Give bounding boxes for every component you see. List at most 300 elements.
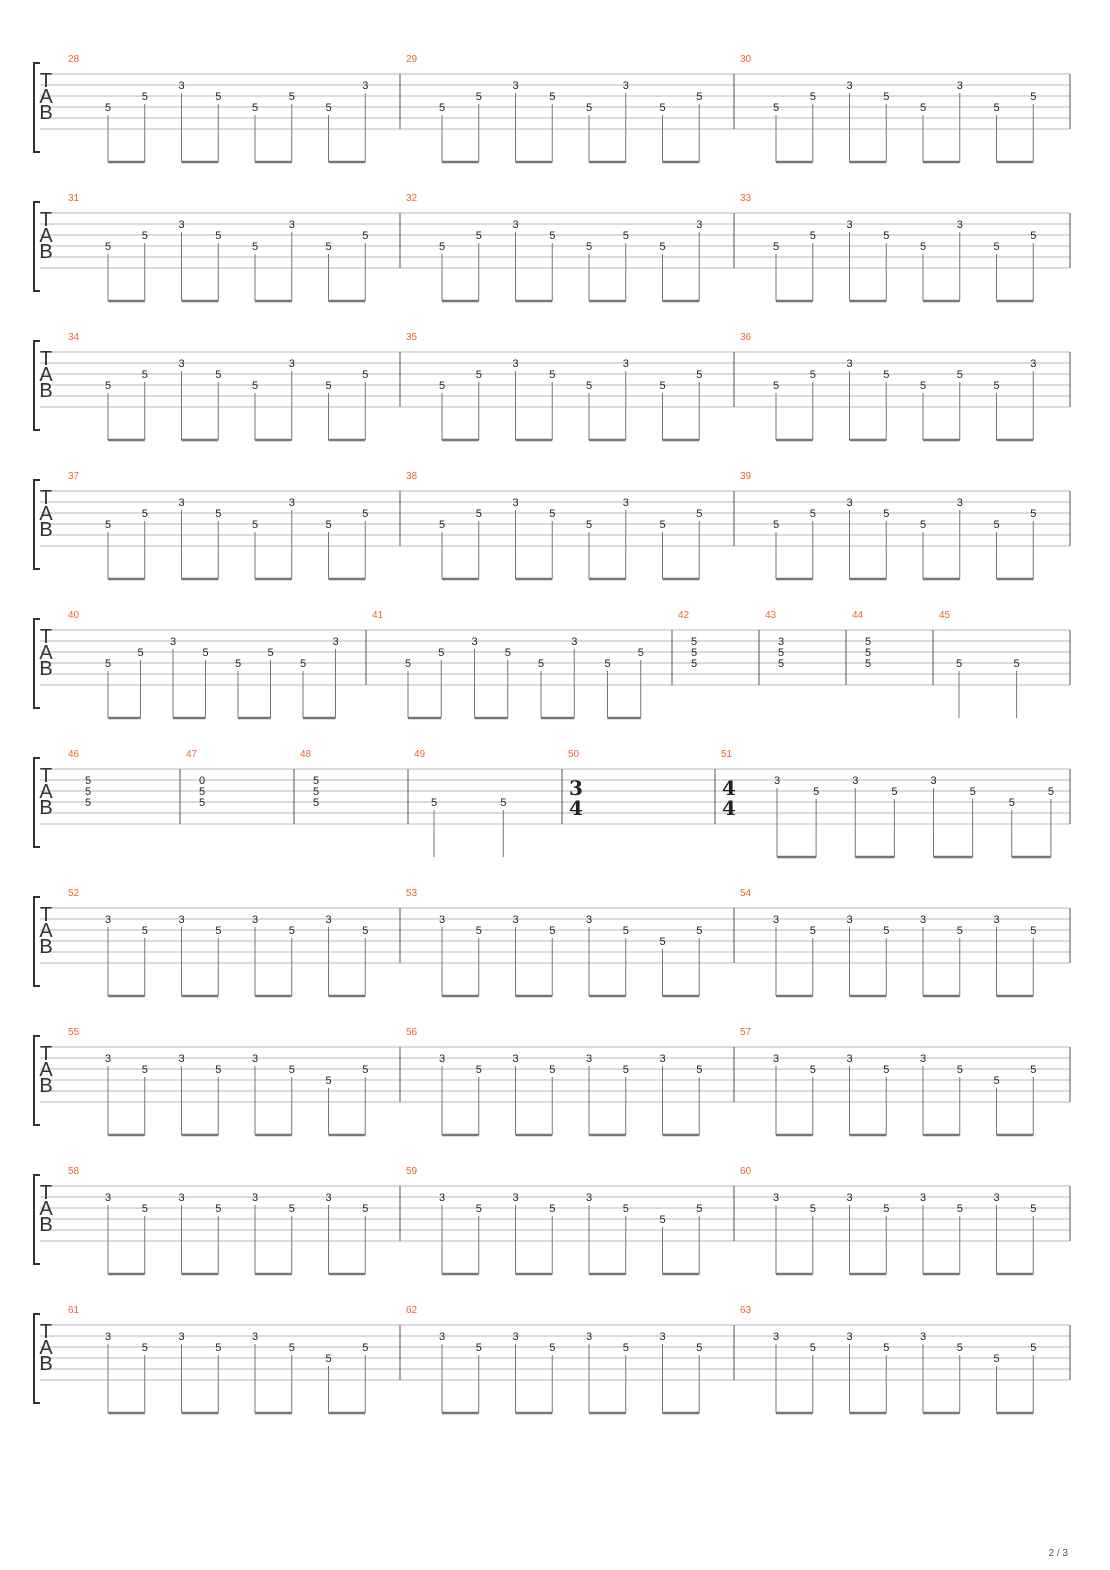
fret-number: 3 bbox=[659, 1053, 666, 1065]
fret-number: 3 bbox=[178, 80, 185, 92]
tab-clef-letter: B bbox=[39, 1353, 53, 1375]
fret-number: 5 bbox=[777, 658, 785, 670]
measure bbox=[408, 749, 506, 857]
fret-number: 3 bbox=[659, 1331, 666, 1343]
fret-number: 5 bbox=[141, 369, 148, 381]
fret-number: 5 bbox=[198, 797, 206, 809]
measure-number: 35 bbox=[406, 332, 418, 343]
fret-number: 5 bbox=[993, 1075, 1000, 1087]
fret-number: 5 bbox=[809, 1064, 816, 1076]
measure bbox=[68, 1027, 368, 1135]
measure bbox=[734, 193, 1036, 301]
tab-clef-letter: T bbox=[39, 487, 53, 509]
fret-number: 5 bbox=[622, 1064, 629, 1076]
measure-number: 36 bbox=[740, 332, 752, 343]
measure-number: 49 bbox=[414, 749, 426, 760]
fret-number: 3 bbox=[288, 358, 295, 370]
fret-number: 5 bbox=[438, 102, 446, 114]
measure-number: 55 bbox=[68, 1027, 80, 1038]
tab-clef-letter: A bbox=[39, 781, 53, 803]
fret-number: 3 bbox=[585, 914, 593, 926]
fret-number: 3 bbox=[696, 219, 703, 231]
fret-number: 5 bbox=[696, 925, 703, 937]
measure-number: 32 bbox=[406, 193, 418, 204]
fret-number: 5 bbox=[1030, 1203, 1037, 1215]
tab-system bbox=[34, 1166, 1070, 1274]
fret-number: 5 bbox=[325, 102, 332, 114]
fret-number: 3 bbox=[512, 1331, 519, 1343]
measure-number: 57 bbox=[740, 1027, 752, 1038]
fret-number: 3 bbox=[178, 497, 185, 509]
measure-number: 62 bbox=[406, 1305, 418, 1316]
fret-number: 5 bbox=[883, 508, 890, 520]
fret-number: 5 bbox=[864, 658, 872, 670]
fret-number: 3 bbox=[772, 1192, 780, 1204]
fret-number: 5 bbox=[137, 647, 144, 659]
fret-number: 5 bbox=[215, 369, 222, 381]
measure-number: 37 bbox=[68, 471, 80, 482]
measure-number: 56 bbox=[406, 1027, 418, 1038]
fret-number: 3 bbox=[956, 219, 963, 231]
fret-number: 5 bbox=[84, 786, 92, 798]
fret-number: 3 bbox=[104, 1331, 112, 1343]
fret-number: 5 bbox=[475, 508, 482, 520]
fret-number: 5 bbox=[251, 241, 259, 253]
tab-clef-letter: T bbox=[39, 70, 53, 92]
fret-number: 5 bbox=[430, 797, 438, 809]
fret-number: 5 bbox=[777, 647, 785, 659]
fret-number: 5 bbox=[475, 925, 482, 937]
tab-clef-letter: A bbox=[39, 225, 53, 247]
fret-number: 3 bbox=[512, 80, 519, 92]
fret-number: 5 bbox=[659, 102, 666, 114]
fret-number: 5 bbox=[215, 1203, 222, 1215]
tab-clef-letter: A bbox=[39, 503, 53, 525]
fret-number: 5 bbox=[251, 519, 259, 531]
fret-number: 3 bbox=[178, 1192, 185, 1204]
fret-number: 5 bbox=[549, 925, 556, 937]
fret-number: 5 bbox=[438, 380, 446, 392]
fret-number: 3 bbox=[512, 1053, 519, 1065]
fret-number: 5 bbox=[809, 1342, 816, 1354]
tab-clef-letter: T bbox=[39, 904, 53, 926]
fret-number: 3 bbox=[104, 1192, 112, 1204]
tab-system bbox=[34, 193, 1070, 301]
fret-number: 5 bbox=[234, 658, 242, 670]
fret-number: 3 bbox=[288, 219, 295, 231]
fret-number: 5 bbox=[585, 241, 593, 253]
fret-number: 5 bbox=[288, 1064, 295, 1076]
measure-number: 29 bbox=[406, 54, 418, 65]
fret-number: 5 bbox=[919, 241, 927, 253]
fret-number: 3 bbox=[846, 497, 853, 509]
fret-number: 5 bbox=[956, 1203, 963, 1215]
measure-number: 46 bbox=[68, 749, 80, 760]
fret-number: 5 bbox=[696, 508, 703, 520]
measure-number: 60 bbox=[740, 1166, 752, 1177]
fret-number: 5 bbox=[659, 241, 666, 253]
fret-number: 5 bbox=[475, 1203, 482, 1215]
measure bbox=[715, 749, 1054, 857]
fret-number: 5 bbox=[690, 658, 698, 670]
fret-number: 5 bbox=[251, 380, 259, 392]
fret-number: 3 bbox=[772, 914, 780, 926]
fret-number: 5 bbox=[438, 519, 446, 531]
fret-number: 5 bbox=[215, 91, 222, 103]
measure-number: 31 bbox=[68, 193, 80, 204]
fret-number: 5 bbox=[1030, 508, 1037, 520]
measure-number: 45 bbox=[939, 610, 951, 621]
fret-number: 5 bbox=[696, 1342, 703, 1354]
fret-number: 5 bbox=[604, 658, 611, 670]
measure bbox=[400, 1027, 702, 1135]
fret-number: 5 bbox=[299, 658, 307, 670]
fret-number: 5 bbox=[141, 1064, 148, 1076]
fret-number: 3 bbox=[178, 914, 185, 926]
measure-number: 50 bbox=[568, 749, 580, 760]
measure bbox=[68, 332, 368, 440]
fret-number: 5 bbox=[690, 647, 698, 659]
fret-number: 3 bbox=[178, 358, 185, 370]
fret-number: 3 bbox=[846, 1053, 853, 1065]
tab-clef-letter: B bbox=[39, 936, 53, 958]
fret-number: 5 bbox=[772, 380, 780, 392]
fret-number: 5 bbox=[215, 508, 222, 520]
fret-number: 3 bbox=[325, 914, 332, 926]
fret-number: 3 bbox=[919, 1192, 927, 1204]
fret-number: 5 bbox=[475, 91, 482, 103]
tab-clef-letter: A bbox=[39, 86, 53, 108]
measure bbox=[734, 1166, 1036, 1274]
fret-number: 5 bbox=[956, 369, 963, 381]
fret-number: 5 bbox=[362, 1203, 369, 1215]
fret-number: 5 bbox=[549, 1064, 556, 1076]
measure-number: 30 bbox=[740, 54, 752, 65]
measure bbox=[68, 193, 368, 301]
measure bbox=[734, 54, 1036, 162]
measure-number: 43 bbox=[765, 610, 777, 621]
fret-number: 5 bbox=[104, 658, 112, 670]
fret-number: 5 bbox=[104, 380, 112, 392]
tab-system bbox=[34, 610, 1070, 718]
fret-number: 5 bbox=[215, 230, 222, 242]
fret-number: 5 bbox=[919, 519, 927, 531]
tab-system bbox=[34, 54, 1070, 162]
fret-number: 5 bbox=[659, 519, 666, 531]
fret-number: 5 bbox=[84, 775, 92, 787]
fret-number: 5 bbox=[141, 1203, 148, 1215]
fret-number: 0 bbox=[198, 775, 206, 787]
fret-number: 5 bbox=[809, 508, 816, 520]
fret-number: 5 bbox=[288, 91, 295, 103]
fret-number: 3 bbox=[622, 358, 629, 370]
fret-number: 5 bbox=[475, 230, 482, 242]
measure bbox=[734, 471, 1036, 579]
fret-number: 5 bbox=[362, 1064, 369, 1076]
fret-number: 5 bbox=[622, 1203, 629, 1215]
tab-clef-letter: T bbox=[39, 626, 53, 648]
fret-number: 5 bbox=[809, 1203, 816, 1215]
measure bbox=[68, 1166, 368, 1274]
measure-number: 58 bbox=[68, 1166, 80, 1177]
fret-number: 5 bbox=[1030, 230, 1037, 242]
fret-number: 3 bbox=[332, 636, 339, 648]
time-signature-denominator: 4 bbox=[569, 796, 583, 820]
fret-number: 5 bbox=[1030, 91, 1037, 103]
fret-number: 5 bbox=[1030, 1064, 1037, 1076]
fret-number: 3 bbox=[178, 219, 185, 231]
fret-number: 3 bbox=[993, 914, 1000, 926]
fret-number: 5 bbox=[325, 1353, 332, 1365]
tab-system bbox=[34, 1027, 1070, 1135]
fret-number: 5 bbox=[549, 91, 556, 103]
fret-number: 5 bbox=[993, 380, 1000, 392]
fret-number: 5 bbox=[141, 925, 148, 937]
fret-number: 5 bbox=[215, 925, 222, 937]
fret-number: 3 bbox=[622, 80, 629, 92]
tab-system bbox=[34, 332, 1070, 440]
measure bbox=[68, 471, 368, 579]
tab-clef-letter: A bbox=[39, 1337, 53, 1359]
measure bbox=[68, 610, 339, 718]
fret-number: 5 bbox=[325, 380, 332, 392]
fret-number: 5 bbox=[696, 1203, 703, 1215]
measure bbox=[366, 610, 644, 718]
fret-number: 5 bbox=[312, 786, 320, 798]
tab-clef-letter: B bbox=[39, 1214, 53, 1236]
measure-number: 38 bbox=[406, 471, 418, 482]
fret-number: 5 bbox=[141, 1342, 148, 1354]
measure bbox=[933, 610, 1020, 718]
measure bbox=[734, 888, 1036, 996]
fret-number: 3 bbox=[178, 1331, 185, 1343]
fret-number: 5 bbox=[883, 1342, 890, 1354]
fret-number: 3 bbox=[919, 1053, 927, 1065]
fret-number: 3 bbox=[251, 1331, 259, 1343]
tab-clef-letter: A bbox=[39, 1059, 53, 1081]
fret-number: 5 bbox=[362, 508, 369, 520]
tab-clef-letter: A bbox=[39, 1198, 53, 1220]
fret-number: 5 bbox=[312, 797, 320, 809]
measure bbox=[734, 1305, 1036, 1413]
fret-number: 5 bbox=[696, 1064, 703, 1076]
measure bbox=[734, 1027, 1036, 1135]
tab-clef-letter: B bbox=[39, 102, 53, 124]
fret-number: 3 bbox=[104, 914, 112, 926]
fret-number: 5 bbox=[500, 797, 507, 809]
fret-number: 5 bbox=[325, 241, 332, 253]
measure-number: 42 bbox=[678, 610, 690, 621]
tab-clef-letter: B bbox=[39, 797, 53, 819]
fret-number: 5 bbox=[504, 647, 511, 659]
tab-clef-letter: B bbox=[39, 1075, 53, 1097]
fret-number: 5 bbox=[312, 775, 320, 787]
measure bbox=[400, 1166, 702, 1274]
fret-number: 5 bbox=[956, 925, 963, 937]
fret-number: 3 bbox=[178, 1053, 185, 1065]
fret-number: 3 bbox=[930, 775, 937, 787]
tab-clef-letter: T bbox=[39, 1182, 53, 1204]
fret-number: 5 bbox=[956, 1064, 963, 1076]
tab-system bbox=[34, 749, 1070, 857]
fret-number: 3 bbox=[956, 497, 963, 509]
fret-number: 3 bbox=[251, 914, 259, 926]
measure-number: 33 bbox=[740, 193, 752, 204]
fret-number: 3 bbox=[512, 497, 519, 509]
fret-number: 5 bbox=[883, 1064, 890, 1076]
fret-number: 5 bbox=[622, 1342, 629, 1354]
fret-number: 5 bbox=[772, 241, 780, 253]
fret-number: 5 bbox=[288, 1203, 295, 1215]
measure-number: 52 bbox=[68, 888, 80, 899]
fret-number: 5 bbox=[919, 102, 927, 114]
fret-number: 3 bbox=[471, 636, 478, 648]
fret-number: 5 bbox=[104, 102, 112, 114]
fret-number: 5 bbox=[325, 1075, 332, 1087]
fret-number: 5 bbox=[637, 647, 644, 659]
fret-number: 5 bbox=[475, 1342, 482, 1354]
measure-number: 54 bbox=[740, 888, 752, 899]
measure bbox=[734, 332, 1036, 440]
tab-clef-letter: T bbox=[39, 1321, 53, 1343]
fret-number: 5 bbox=[956, 1342, 963, 1354]
fret-number: 5 bbox=[549, 508, 556, 520]
measure-number: 61 bbox=[68, 1305, 80, 1316]
fret-number: 3 bbox=[438, 1192, 446, 1204]
fret-number: 5 bbox=[251, 102, 259, 114]
fret-number: 5 bbox=[864, 647, 872, 659]
fret-number: 5 bbox=[993, 102, 1000, 114]
fret-number: 3 bbox=[169, 636, 177, 648]
fret-number: 3 bbox=[571, 636, 578, 648]
fret-number: 5 bbox=[659, 380, 666, 392]
fret-number: 5 bbox=[549, 1203, 556, 1215]
fret-number: 3 bbox=[325, 1192, 332, 1204]
fret-number: 5 bbox=[585, 380, 593, 392]
fret-number: 3 bbox=[512, 358, 519, 370]
fret-number: 5 bbox=[1013, 658, 1020, 670]
fret-number: 5 bbox=[883, 369, 890, 381]
page-number: 2 / 3 bbox=[1048, 1548, 1068, 1559]
fret-number: 3 bbox=[846, 1331, 853, 1343]
tab-system bbox=[34, 1305, 1070, 1413]
fret-number: 5 bbox=[585, 519, 593, 531]
tab-clef-letter: A bbox=[39, 642, 53, 664]
fret-number: 5 bbox=[883, 91, 890, 103]
fret-number: 5 bbox=[993, 241, 1000, 253]
measure-number: 41 bbox=[372, 610, 384, 621]
measure-number: 39 bbox=[740, 471, 752, 482]
tab-clef-letter: T bbox=[39, 765, 53, 787]
fret-number: 5 bbox=[659, 936, 666, 948]
fret-number: 5 bbox=[475, 1064, 482, 1076]
fret-number: 3 bbox=[362, 80, 369, 92]
fret-number: 3 bbox=[846, 914, 853, 926]
measure bbox=[400, 888, 702, 996]
tab-system bbox=[34, 888, 1070, 996]
fret-number: 5 bbox=[622, 230, 629, 242]
fret-number: 5 bbox=[215, 1064, 222, 1076]
measure-number: 59 bbox=[406, 1166, 418, 1177]
fret-number: 5 bbox=[288, 1342, 295, 1354]
fret-number: 3 bbox=[1030, 358, 1037, 370]
tab-clef-letter: B bbox=[39, 519, 53, 541]
measure bbox=[68, 1305, 368, 1413]
fret-number: 5 bbox=[696, 369, 703, 381]
measure-number: 51 bbox=[721, 749, 733, 760]
fret-number: 3 bbox=[251, 1053, 259, 1065]
fret-number: 5 bbox=[438, 241, 446, 253]
fret-number: 3 bbox=[773, 775, 781, 787]
fret-number: 5 bbox=[362, 369, 369, 381]
fret-number: 3 bbox=[585, 1053, 593, 1065]
fret-number: 3 bbox=[288, 497, 295, 509]
fret-number: 3 bbox=[919, 1331, 927, 1343]
fret-number: 5 bbox=[809, 369, 816, 381]
fret-number: 3 bbox=[777, 636, 785, 648]
fret-number: 5 bbox=[883, 230, 890, 242]
tab-clef-letter: A bbox=[39, 920, 53, 942]
measure bbox=[400, 193, 702, 301]
tab-clef-letter: T bbox=[39, 209, 53, 231]
time-signature-numerator: 3 bbox=[569, 776, 583, 800]
fret-number: 3 bbox=[846, 219, 853, 231]
fret-number: 5 bbox=[215, 1342, 222, 1354]
measure bbox=[68, 888, 368, 996]
fret-number: 5 bbox=[809, 925, 816, 937]
fret-number: 5 bbox=[585, 102, 593, 114]
fret-number: 5 bbox=[993, 519, 1000, 531]
fret-number: 3 bbox=[919, 914, 927, 926]
tab-clef-letter: A bbox=[39, 364, 53, 386]
measure-number: 63 bbox=[740, 1305, 752, 1316]
fret-number: 5 bbox=[1047, 786, 1054, 798]
fret-number: 3 bbox=[846, 1192, 853, 1204]
fret-number: 5 bbox=[288, 925, 295, 937]
fret-number: 3 bbox=[772, 1331, 780, 1343]
fret-number: 5 bbox=[362, 230, 369, 242]
fret-number: 5 bbox=[1008, 797, 1015, 809]
fret-number: 5 bbox=[549, 1342, 556, 1354]
fret-number: 3 bbox=[852, 775, 859, 787]
fret-number: 3 bbox=[438, 1053, 446, 1065]
measure bbox=[400, 1305, 702, 1413]
fret-number: 5 bbox=[969, 786, 976, 798]
measure-number: 34 bbox=[68, 332, 80, 343]
measure bbox=[400, 332, 702, 440]
tab-system bbox=[34, 471, 1070, 579]
fret-number: 5 bbox=[622, 925, 629, 937]
fret-number: 5 bbox=[690, 636, 698, 648]
fret-number: 5 bbox=[537, 658, 545, 670]
measure bbox=[400, 54, 702, 162]
fret-number: 3 bbox=[104, 1053, 112, 1065]
fret-number: 5 bbox=[813, 786, 820, 798]
fret-number: 5 bbox=[883, 1203, 890, 1215]
fret-number: 5 bbox=[267, 647, 274, 659]
measure bbox=[400, 471, 702, 579]
measure-number: 28 bbox=[68, 54, 80, 65]
fret-number: 5 bbox=[1030, 1342, 1037, 1354]
fret-number: 5 bbox=[1030, 925, 1037, 937]
fret-number: 5 bbox=[438, 647, 445, 659]
fret-number: 5 bbox=[696, 91, 703, 103]
tab-clef-letter: B bbox=[39, 658, 53, 680]
fret-number: 3 bbox=[846, 80, 853, 92]
fret-number: 5 bbox=[993, 1353, 1000, 1365]
measure bbox=[68, 54, 368, 162]
fret-number: 3 bbox=[512, 219, 519, 231]
